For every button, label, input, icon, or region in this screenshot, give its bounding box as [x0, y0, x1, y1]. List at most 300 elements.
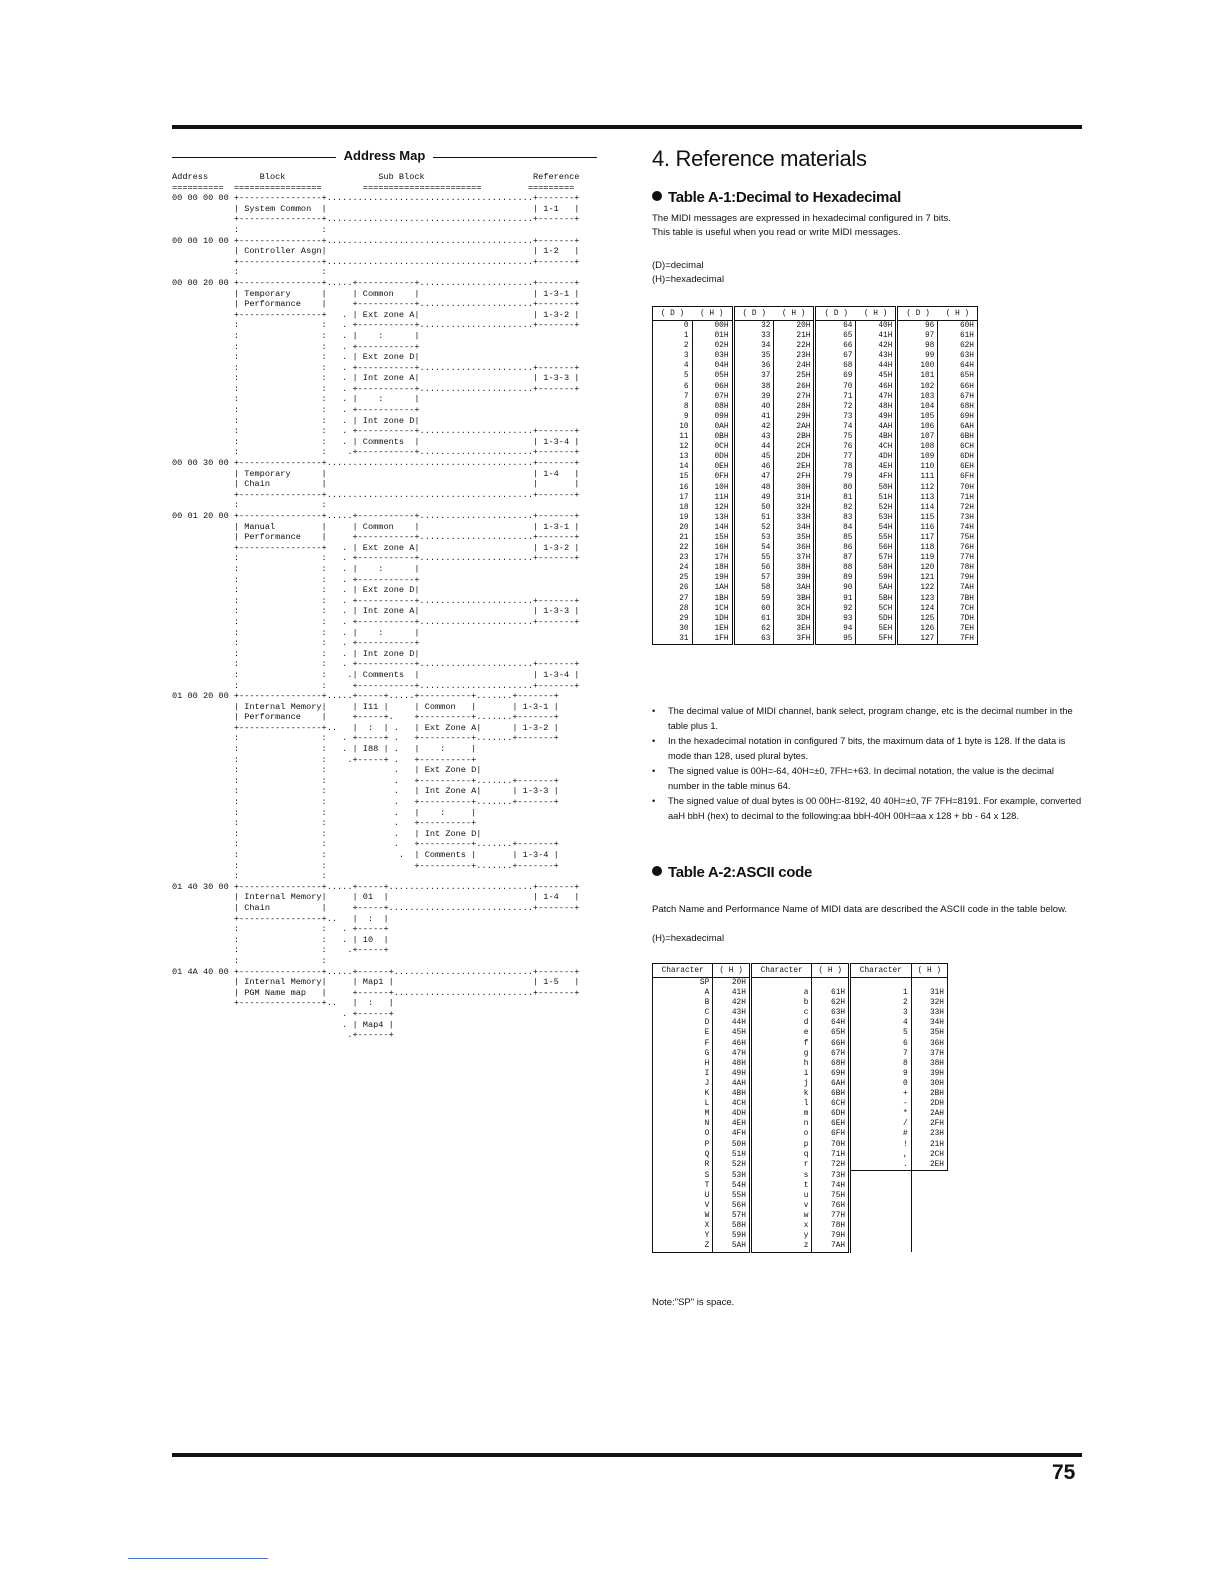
character-cell: d [750, 1018, 812, 1028]
hex-cell: 1BH [692, 594, 733, 604]
decimal-cell: 1 [653, 331, 693, 341]
hex-cell: 39H [911, 1069, 947, 1079]
hex-cell: 39H [774, 573, 815, 583]
hex-cell: 4BH [856, 432, 897, 442]
table-row [653, 351, 978, 361]
decimal-cell: 5 [653, 371, 693, 381]
bullet-dot-icon [652, 191, 662, 201]
decimal-cell: 19 [653, 513, 693, 523]
hex-cell: 7FH [938, 634, 978, 645]
character-cell: 9 [850, 1069, 912, 1079]
character-cell: , [850, 1150, 912, 1160]
hex-cell: 7EH [938, 624, 978, 634]
character-cell: t [750, 1181, 812, 1191]
decimal-cell: 24 [653, 563, 693, 573]
decimal-cell: 21 [653, 533, 693, 543]
character-cell: + [850, 1089, 912, 1099]
decimal-cell: 67 [815, 351, 856, 361]
character-cell: 1 [850, 988, 912, 998]
decimal-cell: 69 [815, 371, 856, 381]
table-row [653, 543, 978, 553]
hex-cell: 60H [938, 321, 978, 332]
decimal-cell: 103 [897, 392, 938, 402]
hex-cell: 19H [692, 573, 733, 583]
decimal-cell: 81 [815, 493, 856, 503]
character-cell: X [653, 1221, 713, 1231]
hex-cell: 6EH [938, 462, 978, 472]
hex-cell: 7AH [812, 1241, 850, 1252]
character-cell: m [750, 1109, 812, 1119]
character-cell: T [653, 1181, 713, 1191]
hex-cell: 58H [856, 563, 897, 573]
hex-cell: 53H [856, 513, 897, 523]
character-cell [750, 978, 812, 989]
decimal-cell: 9 [653, 412, 693, 422]
col-header-decimal: ( D ) [733, 307, 774, 321]
decimal-cell: 113 [897, 493, 938, 503]
decimal-cell: 68 [815, 361, 856, 371]
decimal-cell: 65 [815, 331, 856, 341]
character-cell: k [750, 1089, 812, 1099]
hex-cell: 4CH [713, 1099, 751, 1109]
hex-cell: 5CH [856, 604, 897, 614]
decimal-cell: 27 [653, 594, 693, 604]
hex-cell: 1EH [692, 624, 733, 634]
hex-cell [911, 1241, 947, 1252]
table-row [653, 998, 948, 1008]
hex-cell: 1DH [692, 614, 733, 624]
table-a1-notes [652, 704, 1082, 824]
hex-cell: 61H [812, 988, 850, 998]
table-row [653, 1018, 948, 1028]
hex-cell: 31H [911, 988, 947, 998]
hex-cell: 79H [938, 573, 978, 583]
decimal-cell: 83 [815, 513, 856, 523]
table-row [653, 1028, 948, 1038]
table-row [653, 361, 978, 371]
hex-cell: 2BH [911, 1089, 947, 1099]
hex-cell: 11H [692, 493, 733, 503]
hex-cell: 2FH [774, 472, 815, 482]
character-cell: C [653, 1008, 713, 1018]
hex-cell: 46H [713, 1039, 751, 1049]
decimal-cell: 58 [733, 583, 774, 593]
address-map-title: Address Map [336, 148, 434, 163]
hex-cell: 44H [856, 361, 897, 371]
decimal-cell: 90 [815, 583, 856, 593]
hex-cell: 2CH [774, 442, 815, 452]
hex-cell: 51H [856, 493, 897, 503]
table-row [653, 1039, 948, 1049]
table-row [653, 371, 978, 381]
decimal-cell: 125 [897, 614, 938, 624]
table-row [653, 1181, 948, 1191]
decimal-cell: 94 [815, 624, 856, 634]
table-row [653, 978, 948, 989]
character-cell: 7 [850, 1049, 912, 1059]
decimal-cell: 99 [897, 351, 938, 361]
hex-cell: 12H [692, 503, 733, 513]
hex-cell: 73H [938, 513, 978, 523]
decimal-cell: 38 [733, 382, 774, 392]
decimal-cell: 10 [653, 422, 693, 432]
hex-cell: 42H [856, 341, 897, 351]
hex-cell: 66H [812, 1039, 850, 1049]
hex-cell: 4FH [856, 472, 897, 482]
hex-cell: 24H [774, 361, 815, 371]
decimal-cell: 76 [815, 442, 856, 452]
character-cell [850, 978, 912, 989]
decimal-cell: 30 [653, 624, 693, 634]
bottom-rule [172, 1453, 1082, 1457]
bullet-dot-icon [652, 866, 662, 876]
decimal-cell: 111 [897, 472, 938, 482]
hex-cell: 0EH [692, 462, 733, 472]
hex-cell: 6AH [812, 1079, 850, 1089]
character-cell: B [653, 998, 713, 1008]
decimal-cell: 52 [733, 523, 774, 533]
table-row [653, 462, 978, 472]
hex-cell: 56H [856, 543, 897, 553]
decimal-cell: 97 [897, 331, 938, 341]
hex-cell: 31H [774, 493, 815, 503]
hex-cell: 58H [713, 1221, 751, 1231]
hex-cell: 2DH [911, 1099, 947, 1109]
decimal-cell: 16 [653, 483, 693, 493]
top-rule [172, 125, 1082, 129]
decimal-cell: 63 [733, 634, 774, 645]
table-row [653, 1221, 948, 1231]
hex-cell: 3EH [774, 624, 815, 634]
character-cell: w [750, 1211, 812, 1221]
decimal-cell: 49 [733, 493, 774, 503]
table-row [653, 422, 978, 432]
character-cell: 5 [850, 1028, 912, 1038]
character-cell: 4 [850, 1018, 912, 1028]
col-header-hex: ( H ) [856, 307, 897, 321]
col-header-decimal: ( D ) [897, 307, 938, 321]
table-row [653, 523, 978, 533]
hex-cell: 4AH [856, 422, 897, 432]
ascii-note: Note:"SP" is space. [652, 1297, 735, 1308]
character-cell: - [850, 1099, 912, 1109]
table-row [653, 1129, 948, 1139]
table-row [653, 493, 978, 503]
decimal-cell: 106 [897, 422, 938, 432]
hex-cell: 1CH [692, 604, 733, 614]
character-cell: E [653, 1028, 713, 1038]
decimal-cell: 122 [897, 583, 938, 593]
character-cell: Y [653, 1231, 713, 1241]
hex-cell: 10H [692, 483, 733, 493]
hex-cell: 65H [938, 371, 978, 381]
decimal-cell: 116 [897, 523, 938, 533]
decimal-cell: 107 [897, 432, 938, 442]
hex-cell: 74H [938, 523, 978, 533]
table-row [653, 614, 978, 624]
hex-cell: 00H [692, 321, 733, 332]
hex-cell: 14H [692, 523, 733, 533]
table-row [653, 563, 978, 573]
decimal-cell: 121 [897, 573, 938, 583]
decimal-cell: 2 [653, 341, 693, 351]
hex-cell: 69H [812, 1069, 850, 1079]
col-header-hex: ( H ) [812, 964, 850, 978]
character-cell: v [750, 1201, 812, 1211]
character-cell [850, 1221, 912, 1231]
character-cell: s [750, 1170, 812, 1181]
table-row [653, 452, 978, 462]
col-header-hex: ( H ) [692, 307, 733, 321]
hex-cell: 02H [692, 341, 733, 351]
hex-cell: 4BH [713, 1089, 751, 1099]
table-row [653, 634, 978, 645]
hex-cell: 62H [938, 341, 978, 351]
hex-cell: 20H [713, 978, 751, 989]
decimal-cell: 108 [897, 442, 938, 452]
hex-cell: 73H [812, 1170, 850, 1181]
table-row [653, 1059, 948, 1069]
hex-cell: 55H [856, 533, 897, 543]
character-cell: Q [653, 1150, 713, 1160]
address-map-header [172, 148, 597, 168]
hex-cell: 36H [774, 543, 815, 553]
hex-cell: 06H [692, 382, 733, 392]
decimal-cell: 37 [733, 371, 774, 381]
decimal-cell: 14 [653, 462, 693, 472]
decimal-cell: 78 [815, 462, 856, 472]
hex-cell: 6EH [812, 1119, 850, 1129]
hex-cell: 74H [812, 1181, 850, 1191]
hex-cell: 34H [911, 1018, 947, 1028]
table-row [653, 402, 978, 412]
decimal-cell: 42 [733, 422, 774, 432]
hex-cell: 35H [774, 533, 815, 543]
character-cell: o [750, 1129, 812, 1139]
decimal-cell: 12 [653, 442, 693, 452]
decimal-cell: 110 [897, 462, 938, 472]
decimal-cell: 118 [897, 543, 938, 553]
hex-cell: 78H [812, 1221, 850, 1231]
hex-cell [911, 978, 947, 989]
decimal-cell: 4 [653, 361, 693, 371]
hex-cell: 63H [812, 1008, 850, 1018]
hex-cell: 4EH [713, 1119, 751, 1129]
table-row [653, 341, 978, 351]
hex-cell: 20H [774, 321, 815, 332]
decimal-cell: 6 [653, 382, 693, 392]
hex-cell: 0DH [692, 452, 733, 462]
decimal-cell: 35 [733, 351, 774, 361]
decimal-cell: 112 [897, 483, 938, 493]
table-row [653, 1008, 948, 1018]
character-cell [850, 1181, 912, 1191]
decimal-cell: 119 [897, 553, 938, 563]
decimal-cell: 96 [897, 321, 938, 332]
hex-cell: 68H [812, 1059, 850, 1069]
hex-cell: 70H [938, 483, 978, 493]
character-cell: H [653, 1059, 713, 1069]
hex-cell: 5FH [856, 634, 897, 645]
decimal-cell: 47 [733, 472, 774, 482]
decimal-cell: 48 [733, 483, 774, 493]
decimal-cell: 102 [897, 382, 938, 392]
hex-cell: 43H [856, 351, 897, 361]
hex-cell: 16H [692, 543, 733, 553]
decimal-cell: 0 [653, 321, 693, 332]
table-row [653, 594, 978, 604]
character-cell: u [750, 1191, 812, 1201]
character-cell: r [750, 1160, 812, 1171]
col-header-hex: ( H ) [713, 964, 751, 978]
hex-cell [812, 978, 850, 989]
character-cell [850, 1201, 912, 1211]
decimal-cell: 56 [733, 563, 774, 573]
character-cell: K [653, 1089, 713, 1099]
decimal-cell: 57 [733, 573, 774, 583]
section-title: 4. Reference materials [652, 146, 867, 171]
hex-cell: 47H [856, 392, 897, 402]
hex-cell: 1FH [692, 634, 733, 645]
hex-cell: 6FH [812, 1129, 850, 1139]
decimal-cell: 88 [815, 563, 856, 573]
hex-cell: 66H [938, 382, 978, 392]
hex-cell: 3FH [774, 634, 815, 645]
character-cell: p [750, 1140, 812, 1150]
hex-cell: 01H [692, 331, 733, 341]
hex-cell: 6CH [812, 1099, 850, 1109]
hex-cell: 35H [911, 1028, 947, 1038]
character-cell: SP [653, 978, 713, 989]
decimal-cell: 17 [653, 493, 693, 503]
hex-cell: 33H [774, 513, 815, 523]
decimal-cell: 23 [653, 553, 693, 563]
character-cell: 0 [850, 1079, 912, 1089]
hex-cell: 47H [713, 1049, 751, 1059]
table-row [653, 1119, 948, 1129]
decimal-cell: 77 [815, 452, 856, 462]
hex-cell: 54H [713, 1181, 751, 1191]
hex-cell: 0BH [692, 432, 733, 442]
table-a1-intro-1: The MIDI messages are expressed in hexadecimal configured in 7 bits. [652, 213, 951, 224]
hex-cell: 1AH [692, 583, 733, 593]
character-cell: z [750, 1241, 812, 1252]
character-cell: L [653, 1099, 713, 1109]
decimal-cell: 55 [733, 553, 774, 563]
character-cell: V [653, 1201, 713, 1211]
table-row [653, 573, 978, 583]
decimal-cell: 61 [733, 614, 774, 624]
decimal-cell: 109 [897, 452, 938, 462]
hex-cell: 28H [774, 402, 815, 412]
hex-cell [911, 1231, 947, 1241]
character-cell: F [653, 1039, 713, 1049]
hex-cell: 68H [938, 402, 978, 412]
hex-cell [911, 1221, 947, 1231]
table-row [653, 1211, 948, 1221]
decimal-cell: 64 [815, 321, 856, 332]
col-header-character: Character [850, 964, 912, 978]
hex-cell: 49H [713, 1069, 751, 1079]
hex-cell: 56H [713, 1201, 751, 1211]
hex-cell: 63H [938, 351, 978, 361]
decimal-cell: 101 [897, 371, 938, 381]
col-header-hex: ( H ) [938, 307, 978, 321]
hex-cell: 22H [774, 341, 815, 351]
table-row [653, 1140, 948, 1150]
decimal-cell: 95 [815, 634, 856, 645]
decimal-cell: 36 [733, 361, 774, 371]
character-cell: c [750, 1008, 812, 1018]
hex-cell: 18H [692, 563, 733, 573]
hex-cell: 45H [856, 371, 897, 381]
hex-cell: 21H [774, 331, 815, 341]
decimal-cell: 53 [733, 533, 774, 543]
hex-cell: 62H [812, 998, 850, 1008]
table-a1-heading: Table A-1:Decimal to Hexadecimal [652, 189, 901, 206]
decimal-cell: 100 [897, 361, 938, 371]
decimal-cell: 7 [653, 392, 693, 402]
hex-cell: 3CH [774, 604, 815, 614]
decimal-cell: 80 [815, 483, 856, 493]
decimal-hex-table [652, 306, 978, 645]
character-cell: * [850, 1109, 912, 1119]
legend-hex: (H)=hexadecimal [652, 274, 725, 285]
hex-cell: 3BH [774, 594, 815, 604]
hex-cell: 03H [692, 351, 733, 361]
character-cell: Z [653, 1241, 713, 1252]
table-row [653, 533, 978, 543]
character-cell: . [850, 1160, 912, 1171]
hex-cell: 51H [713, 1150, 751, 1160]
hex-cell: 15H [692, 533, 733, 543]
decimal-cell: 79 [815, 472, 856, 482]
hex-cell: 75H [812, 1191, 850, 1201]
decimal-cell: 92 [815, 604, 856, 614]
table-row [653, 604, 978, 614]
decimal-cell: 8 [653, 402, 693, 412]
hex-cell: 41H [856, 331, 897, 341]
hex-cell: 4DH [713, 1109, 751, 1119]
hex-cell: 57H [713, 1211, 751, 1221]
decimal-cell: 66 [815, 341, 856, 351]
hex-cell: 2EH [911, 1160, 947, 1171]
hex-cell: 52H [856, 503, 897, 513]
hex-cell: 55H [713, 1191, 751, 1201]
decimal-cell: 43 [733, 432, 774, 442]
character-cell: 6 [850, 1039, 912, 1049]
hex-cell: 7AH [938, 583, 978, 593]
hex-cell: 37H [911, 1049, 947, 1059]
character-cell: i [750, 1069, 812, 1079]
decimal-cell: 93 [815, 614, 856, 624]
hex-cell: 59H [856, 573, 897, 583]
table-row [653, 331, 978, 341]
decimal-cell: 11 [653, 432, 693, 442]
hex-cell: 48H [713, 1059, 751, 1069]
table-row [653, 1079, 948, 1089]
decimal-cell: 40 [733, 402, 774, 412]
character-cell: g [750, 1049, 812, 1059]
hex-cell: 67H [938, 392, 978, 402]
decimal-cell: 51 [733, 513, 774, 523]
hex-cell: 13H [692, 513, 733, 523]
hex-cell: 69H [938, 412, 978, 422]
hex-cell: 50H [856, 483, 897, 493]
decimal-cell: 13 [653, 452, 693, 462]
decimal-cell: 87 [815, 553, 856, 563]
hex-cell: 53H [713, 1170, 751, 1181]
